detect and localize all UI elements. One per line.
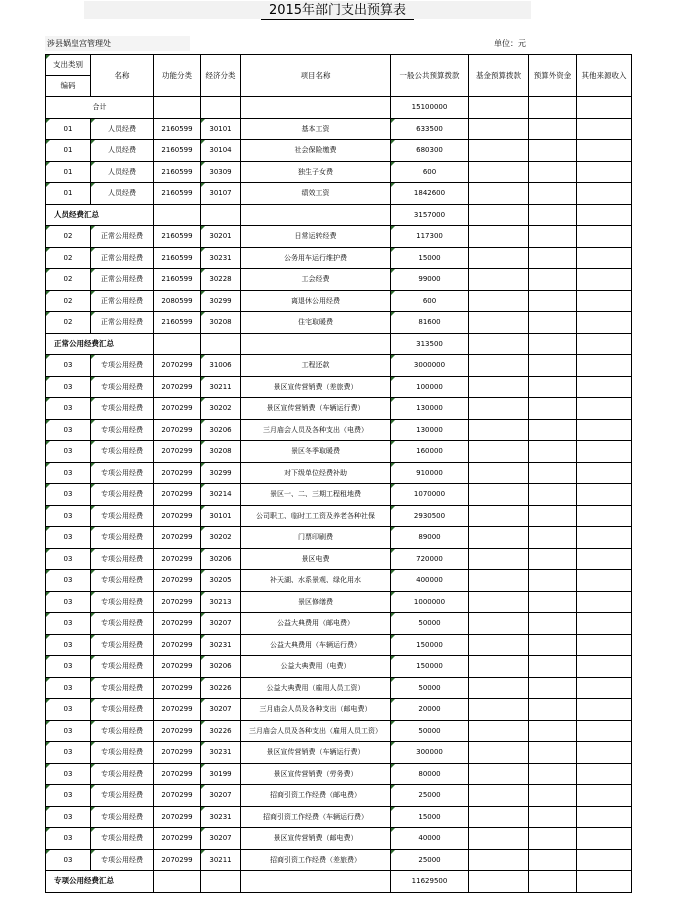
row-amount: 160000 [391, 441, 469, 463]
table-row [46, 677, 632, 699]
header-item: 项目名称 [241, 55, 391, 97]
total-amount: 15100000 [391, 97, 469, 119]
row-name: 专项公用经费 [91, 785, 154, 807]
table-row [46, 656, 632, 678]
row-amount: 25000 [391, 849, 469, 871]
row-item: 三月庙会人员及各种支出（雇用人员工资） [241, 720, 391, 742]
row-econ: 30104 [201, 140, 241, 162]
unit-label: 单位：元 [494, 39, 526, 48]
row-name: 专项公用经费 [91, 505, 154, 527]
table-row [46, 699, 632, 721]
row-econ: 30199 [201, 763, 241, 785]
table-row [46, 505, 632, 527]
row-amount: 100000 [391, 376, 469, 398]
row-item: 招商引资工作经费（邮电费） [241, 785, 391, 807]
row-econ: 30231 [201, 742, 241, 764]
table-row [46, 570, 632, 592]
table-row [46, 806, 632, 828]
row-func: 2070299 [154, 720, 201, 742]
header-extra: 预算外资金 [529, 55, 577, 97]
row-econ: 30207 [201, 699, 241, 721]
row-func: 2070299 [154, 548, 201, 570]
table-row [46, 355, 632, 377]
header-general: 一般公共预算拨款 [391, 55, 469, 97]
budget-table [45, 54, 632, 893]
row-item: 独生子女费 [241, 161, 391, 183]
row-econ: 30214 [201, 484, 241, 506]
row-code: 03 [46, 355, 91, 377]
row-item: 社会保险缴费 [241, 140, 391, 162]
row-name: 专项公用经费 [91, 677, 154, 699]
row-item: 公益大典费用（雇用人员工资） [241, 677, 391, 699]
row-func: 2160599 [154, 140, 201, 162]
row-econ: 30201 [201, 226, 241, 248]
header-other: 其他来源收入 [577, 55, 632, 97]
row-name: 专项公用经费 [91, 419, 154, 441]
table-row [46, 613, 632, 635]
row-item: 住宅取暖费 [241, 312, 391, 334]
row-code: 02 [46, 269, 91, 291]
row-func: 2160599 [154, 247, 201, 269]
row-func: 2070299 [154, 785, 201, 807]
row-code: 03 [46, 849, 91, 871]
subtotal-row [46, 204, 632, 226]
row-econ: 30231 [201, 247, 241, 269]
row-item: 公益大典费用（车辆运行费） [241, 634, 391, 656]
row-amount: 600 [391, 290, 469, 312]
table-row [46, 290, 632, 312]
subtotal-row [46, 333, 632, 355]
row-econ: 30231 [201, 806, 241, 828]
row-item: 景区一、二、三期工程租地费 [241, 484, 391, 506]
row-amount: 400000 [391, 570, 469, 592]
table-row [46, 634, 632, 656]
row-func: 2070299 [154, 613, 201, 635]
table-row [46, 849, 632, 871]
row-econ: 30299 [201, 290, 241, 312]
row-func: 2070299 [154, 656, 201, 678]
row-item: 离退休公用经费 [241, 290, 391, 312]
row-econ: 30101 [201, 118, 241, 140]
row-amount: 50000 [391, 720, 469, 742]
row-code: 01 [46, 118, 91, 140]
row-code: 03 [46, 828, 91, 850]
row-amount: 117300 [391, 226, 469, 248]
row-econ: 30207 [201, 828, 241, 850]
row-item: 三月庙会人员及各种支出（邮电费） [241, 699, 391, 721]
row-func: 2070299 [154, 570, 201, 592]
row-func: 2070299 [154, 462, 201, 484]
row-code: 03 [46, 677, 91, 699]
table-row [46, 247, 632, 269]
row-econ: 30206 [201, 656, 241, 678]
row-econ: 30107 [201, 183, 241, 205]
row-item: 三月庙会人员及各种支出（电费） [241, 419, 391, 441]
row-econ: 30309 [201, 161, 241, 183]
row-code: 03 [46, 419, 91, 441]
row-func: 2070299 [154, 505, 201, 527]
row-amount: 1842600 [391, 183, 469, 205]
row-econ: 30208 [201, 312, 241, 334]
row-code: 01 [46, 140, 91, 162]
row-name: 专项公用经费 [91, 570, 154, 592]
row-func: 2070299 [154, 677, 201, 699]
subtotal-amount: 3157000 [391, 204, 469, 226]
table-row [46, 763, 632, 785]
row-code: 01 [46, 183, 91, 205]
row-item: 景区宣传营销费（邮电费） [241, 828, 391, 850]
row-func: 2070299 [154, 484, 201, 506]
row-amount: 1070000 [391, 484, 469, 506]
table-row [46, 462, 632, 484]
row-code: 03 [46, 613, 91, 635]
row-econ: 30226 [201, 677, 241, 699]
row-item: 工程还款 [241, 355, 391, 377]
header-category: 支出类别 [46, 55, 91, 76]
row-amount: 150000 [391, 634, 469, 656]
row-econ: 30211 [201, 849, 241, 871]
table-row [46, 118, 632, 140]
row-code: 03 [46, 441, 91, 463]
row-name: 正常公用经费 [91, 312, 154, 334]
row-item: 绩效工资 [241, 183, 391, 205]
row-item: 日常运转经费 [241, 226, 391, 248]
row-amount: 81600 [391, 312, 469, 334]
table-row [46, 376, 632, 398]
row-amount: 300000 [391, 742, 469, 764]
row-code: 03 [46, 763, 91, 785]
row-item: 景区宣传营销费（车辆运行费） [241, 742, 391, 764]
row-item: 景区宣传营销费（差旅费） [241, 376, 391, 398]
row-amount: 910000 [391, 462, 469, 484]
row-item: 补天湖、水系景观、绿化用水 [241, 570, 391, 592]
row-code: 02 [46, 312, 91, 334]
table-row [46, 785, 632, 807]
header-name: 名称 [91, 55, 154, 97]
row-item: 公务用车运行维护费 [241, 247, 391, 269]
row-name: 人员经费 [91, 140, 154, 162]
row-code: 02 [46, 247, 91, 269]
table-row [46, 140, 632, 162]
table-row [46, 312, 632, 334]
row-amount: 80000 [391, 763, 469, 785]
subtotal-label: 人员经费汇总 [46, 204, 154, 226]
row-econ: 30207 [201, 785, 241, 807]
row-code: 03 [46, 548, 91, 570]
row-amount: 633500 [391, 118, 469, 140]
row-name: 专项公用经费 [91, 355, 154, 377]
row-item: 景区修缮费 [241, 591, 391, 613]
row-code: 03 [46, 785, 91, 807]
row-econ: 30208 [201, 441, 241, 463]
subtotal-amount: 11629500 [391, 871, 469, 893]
row-func: 2070299 [154, 849, 201, 871]
row-amount: 600 [391, 161, 469, 183]
row-func: 2160599 [154, 161, 201, 183]
row-func: 2160599 [154, 226, 201, 248]
row-econ: 30213 [201, 591, 241, 613]
row-func: 2070299 [154, 742, 201, 764]
table-row [46, 183, 632, 205]
row-func: 2070299 [154, 828, 201, 850]
row-item: 招商引资工作经费（差旅费） [241, 849, 391, 871]
row-item: 公益大典费用（电费） [241, 656, 391, 678]
row-item: 公益大典费用（邮电费） [241, 613, 391, 635]
row-name: 人员经费 [91, 118, 154, 140]
row-name: 专项公用经费 [91, 806, 154, 828]
row-econ: 30211 [201, 376, 241, 398]
row-name: 正常公用经费 [91, 226, 154, 248]
row-item: 门票印刷费 [241, 527, 391, 549]
row-name: 专项公用经费 [91, 656, 154, 678]
row-econ: 30299 [201, 462, 241, 484]
row-amount: 20000 [391, 699, 469, 721]
row-amount: 2930500 [391, 505, 469, 527]
row-func: 2160599 [154, 183, 201, 205]
table-row [46, 269, 632, 291]
row-name: 专项公用经费 [91, 763, 154, 785]
row-item: 景区冬季取暖费 [241, 441, 391, 463]
row-code: 03 [46, 591, 91, 613]
row-name: 专项公用经费 [91, 398, 154, 420]
row-code: 03 [46, 505, 91, 527]
row-item: 工会经费 [241, 269, 391, 291]
table-row [46, 527, 632, 549]
row-item: 公司职工、临时工工资及养老各种社保 [241, 505, 391, 527]
row-code: 03 [46, 570, 91, 592]
table-row [46, 720, 632, 742]
row-code: 03 [46, 634, 91, 656]
row-amount: 15000 [391, 806, 469, 828]
row-amount: 3000000 [391, 355, 469, 377]
row-func: 2070299 [154, 355, 201, 377]
row-amount: 15000 [391, 247, 469, 269]
row-econ: 30101 [201, 505, 241, 527]
row-func: 2160599 [154, 118, 201, 140]
row-name: 专项公用经费 [91, 527, 154, 549]
row-code: 03 [46, 699, 91, 721]
row-amount: 1000000 [391, 591, 469, 613]
row-name: 正常公用经费 [91, 247, 154, 269]
row-func: 2070299 [154, 591, 201, 613]
row-code: 03 [46, 806, 91, 828]
row-amount: 89000 [391, 527, 469, 549]
row-code: 03 [46, 376, 91, 398]
table-row [46, 828, 632, 850]
row-code: 03 [46, 527, 91, 549]
row-econ: 30207 [201, 613, 241, 635]
row-code: 01 [46, 161, 91, 183]
row-name: 正常公用经费 [91, 269, 154, 291]
row-item: 对下级单位经费补助 [241, 462, 391, 484]
row-econ: 31006 [201, 355, 241, 377]
row-name: 专项公用经费 [91, 720, 154, 742]
total-label: 合计 [46, 97, 154, 119]
row-name: 专项公用经费 [91, 484, 154, 506]
row-code: 03 [46, 656, 91, 678]
table-row [46, 419, 632, 441]
row-amount: 50000 [391, 613, 469, 635]
row-item: 基本工资 [241, 118, 391, 140]
row-amount: 130000 [391, 398, 469, 420]
row-name: 专项公用经费 [91, 849, 154, 871]
header-code: 编码 [46, 76, 91, 97]
row-amount: 130000 [391, 419, 469, 441]
row-item: 景区宣传营销费（车辆运行费） [241, 398, 391, 420]
row-code: 02 [46, 290, 91, 312]
header-fund: 基金预算拨款 [469, 55, 529, 97]
table-row [46, 548, 632, 570]
subtotal-amount: 313500 [391, 333, 469, 355]
row-func: 2080599 [154, 290, 201, 312]
row-name: 人员经费 [91, 161, 154, 183]
row-item: 景区电费 [241, 548, 391, 570]
row-name: 专项公用经费 [91, 742, 154, 764]
row-econ: 30226 [201, 720, 241, 742]
row-name: 正常公用经费 [91, 290, 154, 312]
row-func: 2070299 [154, 763, 201, 785]
subtotal-label: 正常公用经费汇总 [46, 333, 154, 355]
row-name: 专项公用经费 [91, 591, 154, 613]
row-func: 2070299 [154, 376, 201, 398]
row-econ: 30202 [201, 398, 241, 420]
row-item: 景区宣传营销费（劳务费） [241, 763, 391, 785]
row-amount: 720000 [391, 548, 469, 570]
row-code: 02 [46, 226, 91, 248]
row-amount: 40000 [391, 828, 469, 850]
row-code: 03 [46, 720, 91, 742]
org-name: 涉县娲皇宫管理处 [47, 39, 111, 48]
row-econ: 30231 [201, 634, 241, 656]
row-name: 专项公用经费 [91, 462, 154, 484]
row-func: 2070299 [154, 398, 201, 420]
row-econ: 30205 [201, 570, 241, 592]
row-name: 专项公用经费 [91, 699, 154, 721]
table-row [46, 484, 632, 506]
row-func: 2070299 [154, 634, 201, 656]
row-name: 专项公用经费 [91, 634, 154, 656]
row-name: 专项公用经费 [91, 613, 154, 635]
row-econ: 30206 [201, 548, 241, 570]
row-func: 2160599 [154, 269, 201, 291]
row-econ: 30206 [201, 419, 241, 441]
row-amount: 150000 [391, 656, 469, 678]
row-item: 招商引资工作经费（车辆运行费） [241, 806, 391, 828]
row-func: 2070299 [154, 419, 201, 441]
row-func: 2160599 [154, 312, 201, 334]
row-amount: 680300 [391, 140, 469, 162]
row-func: 2070299 [154, 806, 201, 828]
table-row [46, 226, 632, 248]
row-name: 人员经费 [91, 183, 154, 205]
row-func: 2070299 [154, 441, 201, 463]
row-econ: 30202 [201, 527, 241, 549]
row-name: 专项公用经费 [91, 548, 154, 570]
table-row [46, 742, 632, 764]
row-name: 专项公用经费 [91, 376, 154, 398]
subtotal-row [46, 871, 632, 893]
row-code: 03 [46, 398, 91, 420]
total-row [46, 97, 632, 119]
row-code: 03 [46, 742, 91, 764]
subtotal-label: 专项公用经费汇总 [46, 871, 154, 893]
row-code: 03 [46, 484, 91, 506]
row-name: 专项公用经费 [91, 441, 154, 463]
row-amount: 25000 [391, 785, 469, 807]
table-row [46, 591, 632, 613]
page-title: 2015年部门支出预算表 [0, 3, 675, 19]
table-row [46, 398, 632, 420]
table-row [46, 441, 632, 463]
row-name: 专项公用经费 [91, 828, 154, 850]
header-econ: 经济分类 [201, 55, 241, 97]
row-amount: 99000 [391, 269, 469, 291]
row-func: 2070299 [154, 699, 201, 721]
table-row [46, 161, 632, 183]
row-econ: 30228 [201, 269, 241, 291]
row-amount: 50000 [391, 677, 469, 699]
row-code: 03 [46, 462, 91, 484]
header-func: 功能分类 [154, 55, 201, 97]
row-func: 2070299 [154, 527, 201, 549]
